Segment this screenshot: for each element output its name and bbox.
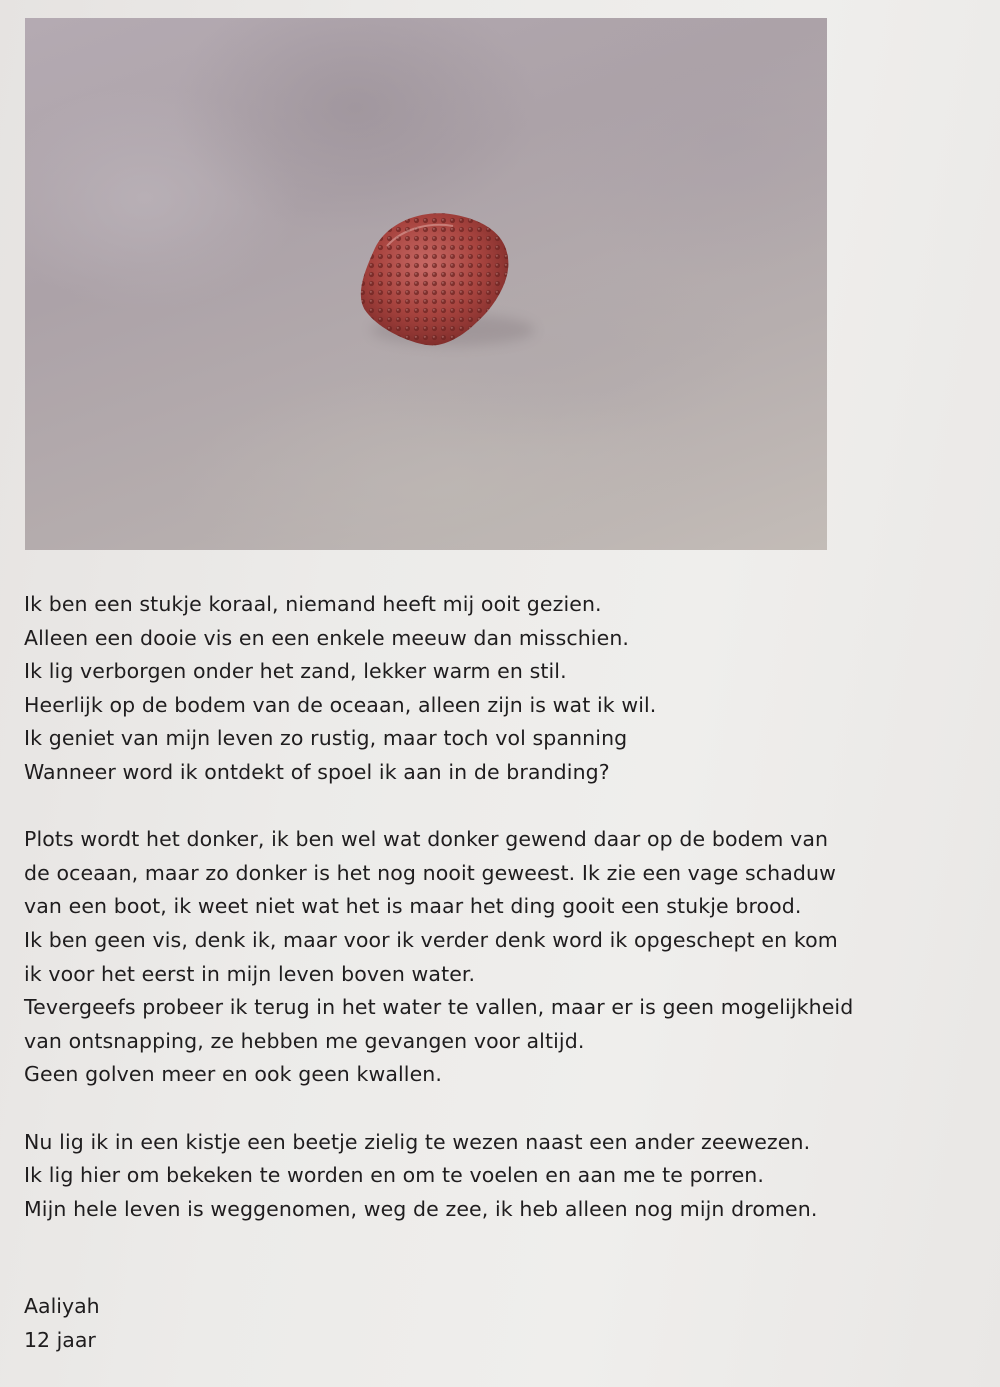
poem-line: Heerlijk op de bodem van de oceaan, alleen zijn is wat ik wil.: [24, 692, 657, 717]
coral-photo: [25, 18, 827, 550]
poem-line: Wanneer word ik ontdekt of spoel ik aan in de branding?: [24, 759, 610, 784]
poem-line: de oceaan, maar zo donker is het nog nooit geweest. Ik zie een vage schaduw: [24, 860, 836, 885]
poem-line: Mijn hele leven is weggenomen, weg de zee, ik heb alleen nog mijn dromen.: [24, 1196, 818, 1221]
poem-line: van ontsnapping, ze hebben me gevangen voor altijd.: [24, 1028, 585, 1053]
poem-stanza-1: [24, 588, 984, 790]
poem-stanza-2: [24, 823, 984, 1092]
poem-line: Geen golven meer en ook geen kwallen.: [24, 1062, 443, 1087]
poem-line: Ik geniet van mijn leven zo rustig, maar toch vol spanning: [24, 726, 628, 751]
poem-line: Alleen een dooie vis en een enkele meeuw dan misschien.: [24, 625, 630, 650]
signature: [24, 1290, 100, 1357]
author-age: 12 jaar: [24, 1327, 96, 1352]
poem-line: Tevergeefs probeer ik terug in het water te vallen, maar er is geen mogelijkheid: [24, 995, 854, 1020]
coral-fragment-icon: [25, 18, 827, 550]
poem-line: Ik lig hier om bekeken te worden en om te voelen en aan me te porren.: [24, 1163, 765, 1188]
poem-line: Nu lig ik in een kistje een beetje zielig te wezen naast een ander zeewezen.: [24, 1129, 811, 1154]
poem-line: van een boot, ik weet niet wat het is maar het ding gooit een stukje brood.: [24, 894, 802, 919]
poem-line: ik voor het eerst in mijn leven boven water.: [24, 961, 476, 986]
poem-stanza-3: [24, 1126, 984, 1227]
author-name: Aaliyah: [24, 1294, 100, 1318]
poem-line: Ik ben geen vis, denk ik, maar voor ik verder denk word ik opgeschept en kom: [24, 927, 838, 952]
poem-line: Plots wordt het donker, ik ben wel wat donker gewend daar op de bodem van: [24, 827, 829, 852]
poem: [24, 588, 984, 1260]
poem-line: Ik lig verborgen onder het zand, lekker warm en stil.: [24, 659, 567, 684]
poem-line: Ik ben een stukje koraal, niemand heeft mij ooit gezien.: [24, 592, 602, 616]
